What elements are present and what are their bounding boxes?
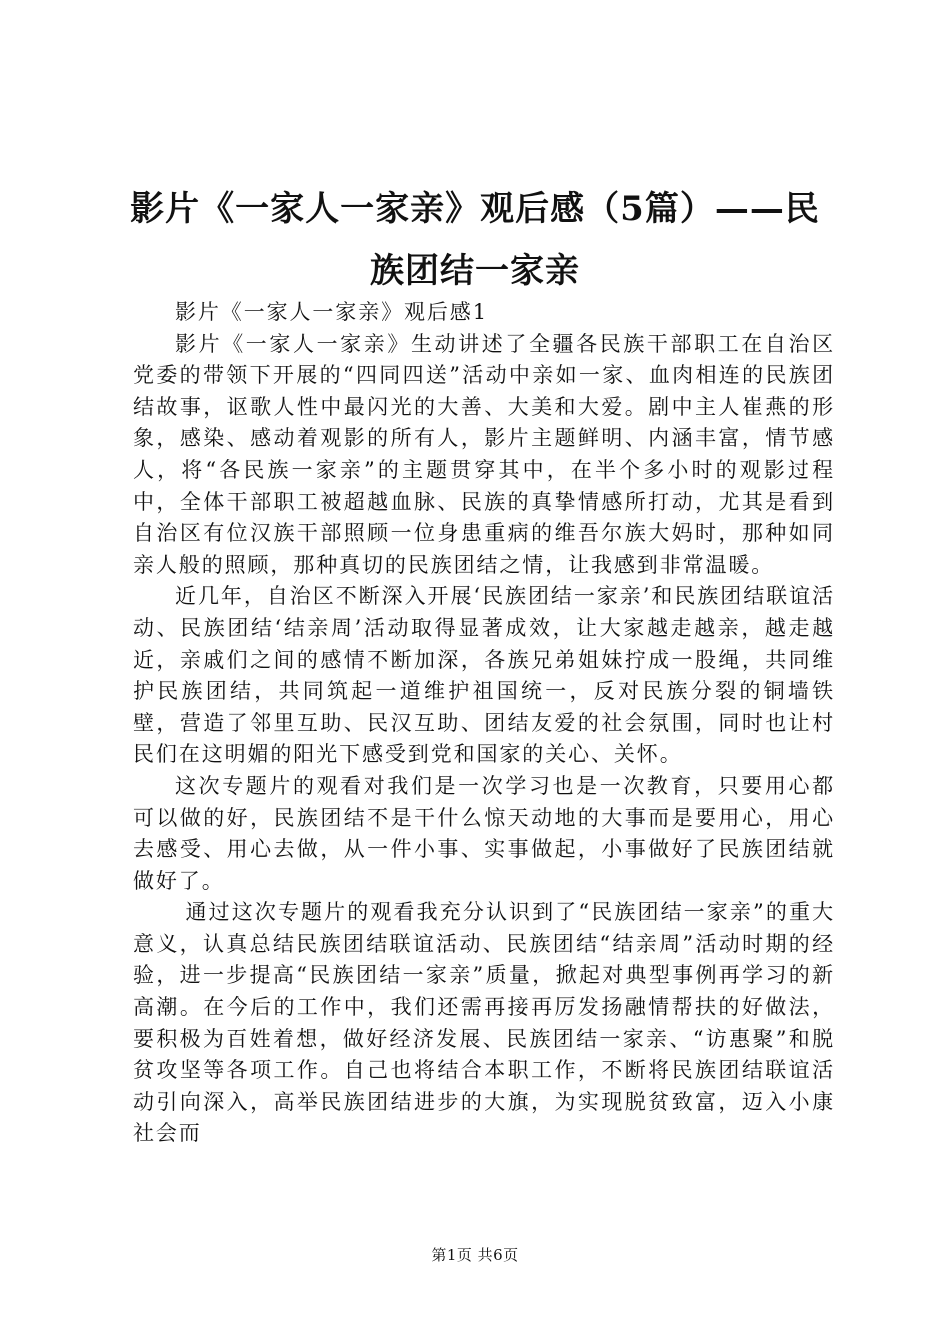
paragraph-4: 通过这次专题片的观看我充分认识到了“民族团结一家亲”的重大意义，认真总结民族团结联谊活动、民族团结“结亲周”活动时期的经验，进一步提高“民族团结一家亲”质量，掀起对典型事例再学习的新高潮。在今后的工作中，我们还需再接再厉发扬融情帮扶的好做法，要积极为百姓着想，做好经济发展、民族团结一家亲、“访惠聚”和脱贫攻坚等各项工作。自己也将结合本职工作，不断将民族团结联谊活动引向深入，高举民族团结进步的大旗，为实现脱贫致富，迈入小康社会而 — [133, 900, 835, 1146]
document-title: 影片《一家人一家亲》观后感（5篇）——民族团结一家亲 — [130, 189, 820, 291]
page-number: 第1页 共6页 — [431, 1246, 519, 1264]
paragraph-2: 近几年，自治区不断深入开展‘民族团结一家亲’和民族团结联谊活动、民族团结‘结亲周’活动取得显著成效，让大家越走越亲，越走越近，亲戚们之间的感情不断加深，各族兄弟姐妹拧成一股绳，共同维护民族团结，共同筑起一道维护祖国统一，反对民族分裂的铜墙铁壁，营造了邻里互助、民汉互助、团结友爱的社会氛围，同时也让村民们在这明媚的阳光下感受到党和国家的关心、关怀。 — [133, 584, 835, 767]
paragraph-1: 影片《一家人一家亲》生动讲述了全疆各民族干部职工在自治区党委的带领下开展的“四同四送”活动中亲如一家、血肉相连的民族团结故事，讴歌人性中最闪光的大善、大美和大爱。剧中主人崔燕的形象，感染、感动着观影的所有人，影片主题鲜明、内涵丰富，情节感人，将“各民族一家亲”的主题贯穿其中，在半个多小时的观影过程中，全体干部职工被超越血脉、民族的真挚情感所打动，尤其是看到自治区有位汉族干部照顾一位身患重病的维吾尔族大妈时，那种如同亲人般的照顾，那种真切的民族团结之情，让我感到非常温暖。 — [133, 331, 835, 577]
document-body — [133, 297, 835, 1150]
section-heading: 影片《一家人一家亲》观后感1 — [175, 300, 488, 324]
paragraph-3: 这次专题片的观看对我们是一次学习也是一次教育，只要用心都可以做的好，民族团结不是干什么惊天动地的大事而是要用心，用心去感受、用心去做，从一件小事、实事做起，小事做好了民族团结就做好了。 — [133, 773, 835, 893]
